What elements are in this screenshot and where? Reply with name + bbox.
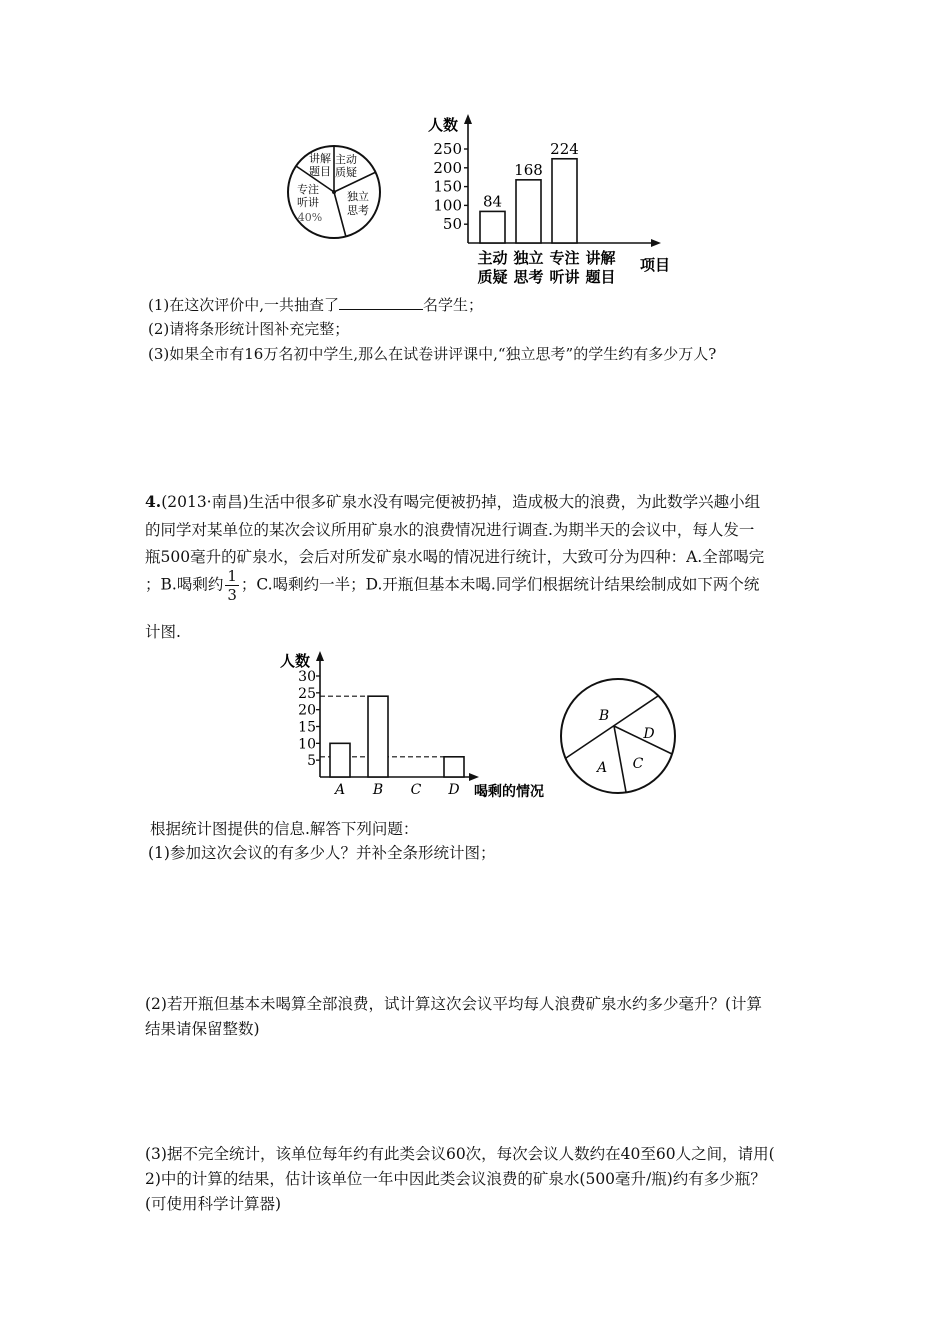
pie2-label: C (632, 756, 644, 772)
bar1-bar (480, 211, 505, 243)
bar1-tick-label: 100 (433, 196, 462, 215)
pie2-label: D (643, 726, 655, 742)
pie1-percent-label: 40% (297, 211, 323, 224)
bar2-tick-label: 20 (298, 702, 316, 719)
bar2-tick-label: 30 (298, 669, 316, 685)
figure1-pie-chart (282, 138, 392, 248)
pie2-label: A (596, 760, 608, 776)
bar2-x-arrow (469, 773, 479, 781)
bar1-xlabel: 项目 (640, 256, 671, 274)
bar1-tick-label: 50 (442, 215, 462, 234)
pie1-divider (334, 192, 346, 237)
pie1-label: 独立 (347, 190, 369, 203)
bar2-xlabel: 喝剩的情况 (474, 784, 544, 800)
bar1-category-label: 质疑 (477, 268, 508, 286)
q4-part1: (1)参加这次会议的有多少人？并补全条形统计图； (148, 844, 496, 862)
question-number: 4. (145, 492, 162, 511)
bar1-category-label: 主动 (477, 249, 508, 267)
bar2-bar (444, 757, 464, 777)
q4-part3-line2: 2)中的计算的结果，估计该单位一年中因此类会议浪费的矿泉水(500毫升/瓶)约有多少瓶？ (145, 1170, 766, 1188)
fraction-one-third: $\frac{1}{3}$ (227, 567, 237, 604)
bar1-value-label: 84 (482, 192, 503, 211)
bar2-tick-label: 10 (298, 736, 316, 753)
figure2-pie-chart (556, 672, 684, 800)
q4-part3-line1: (3)据不完全统计，该单位每年约有此类会议60次，每次会议人数约在40至60人之间，请用( (145, 1145, 775, 1163)
bar1-category-label: 讲解 (585, 249, 616, 267)
bar2-y-arrow (316, 651, 324, 661)
bar2-tick-label: 15 (298, 719, 316, 736)
bar2-category-label: D (448, 782, 460, 798)
q4-part2-line2: 结果请保留整数) (145, 1020, 260, 1038)
figure1-bar-chart (418, 112, 678, 292)
q4-line5: 计图. (145, 623, 181, 641)
q4-part2-line1: (2)若开瓶但基本未喝算全部浪费，试计算这次会议平均每人浪费矿泉水约多少毫升？(计算 (145, 995, 763, 1013)
bar2-category-label: C (410, 782, 422, 798)
q4-line4: ；B.喝剩约 $\frac{1}{3}$ ；C.喝剩约一半；D.开瓶但基本未喝.同学们根据统计结果绘制成如下两个统 (145, 567, 760, 604)
pie2-label: B (598, 708, 610, 724)
pie1-label: 专注 (297, 183, 319, 196)
q4-part3-line3: (可使用科学计算器) (145, 1195, 282, 1213)
bar2-tick-label: 25 (298, 685, 316, 702)
bar2-ylabel: 人数 (280, 652, 311, 670)
bar2-category-label: A (334, 782, 346, 798)
bar1-category-label: 思考 (513, 268, 544, 286)
pie1-center-dot (332, 190, 336, 194)
q3-part3: (3)如果全市有16万名初中学生,那么在试卷讲评课中,“独立思考”的学生约有多少万人? (148, 345, 717, 363)
bar1-value-label: 168 (514, 160, 543, 179)
pie1-label: 主动 (335, 153, 357, 166)
q3-part1: (1)在这次评价中,一共抽查了 名学生； (148, 296, 484, 314)
bar1-category-label: 题目 (585, 268, 616, 286)
bar2-bar (368, 696, 388, 777)
pie1-label: 题目 (309, 165, 331, 178)
bar1-category-label: 专注 (549, 249, 580, 267)
q4-line3: 瓶500毫升的矿泉水，会后对所发矿泉水喝的情况进行统计，大致可分为四种：A.全部喝完 (145, 548, 765, 566)
answer-blank[interactable] (339, 295, 423, 310)
figure2-bar-chart (276, 648, 556, 804)
bar1-category-label: 独立 (513, 249, 544, 267)
bar1-bar (552, 159, 577, 243)
q4-line2: 的同学对某单位的某次会议所用矿泉水的浪费情况进行调查.为期半天的会议中，每人发一 (145, 521, 755, 539)
bar1-bar (516, 180, 541, 243)
pie2-divider (614, 726, 626, 792)
bar1-value-label: 224 (550, 139, 579, 158)
bar2-bar (330, 743, 350, 777)
pie1-label: 思考 (347, 204, 369, 217)
pie1-label: 讲解 (309, 152, 331, 165)
pie1-label: 质疑 (335, 166, 357, 179)
bar1-ylabel: 人数 (428, 116, 459, 134)
bar1-tick-label: 200 (433, 158, 462, 177)
q4-line1: 4.(2013·南昌)生活中很多矿泉水没有喝完便被扔掉，造成极大的浪费，为此数学兴趣小组 (145, 492, 761, 511)
q3-part2: (2)请将条形统计图补充完整； (148, 320, 350, 338)
bar1-tick-label: 150 (433, 177, 462, 196)
q4-intro: 根据统计图提供的信息.解答下列问题： (150, 820, 419, 838)
bar2-tick-label: 5 (307, 753, 316, 770)
bar1-y-arrow (464, 114, 472, 124)
bar2-category-label: B (372, 782, 384, 798)
bar1-x-arrow (651, 239, 661, 247)
pie1-label: 听讲 (297, 196, 319, 209)
bar1-category-label: 听讲 (549, 268, 580, 286)
bar1-tick-label: 250 (433, 140, 462, 158)
